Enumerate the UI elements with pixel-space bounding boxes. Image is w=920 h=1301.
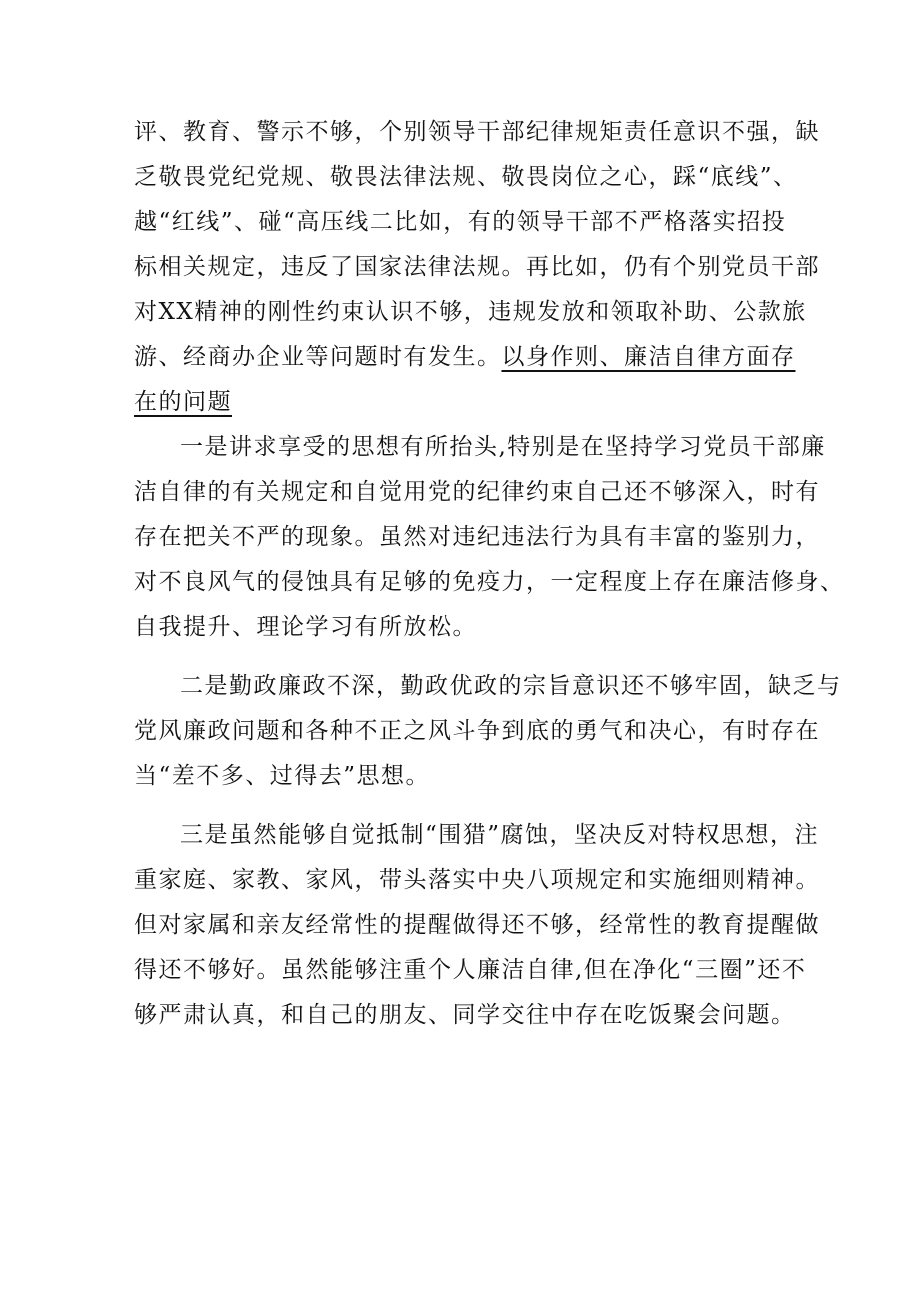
text-line [134,335,794,380]
paragraph-1-line: 存在把关不严的现象。虽然对违纪违法行为具有丰富的鉴别力， [134,524,820,550]
text-line: 对XX精神的刚性约束认识不够，违规发放和领取补助、公款旅 [134,299,807,325]
document-body [134,110,845,1038]
paragraph-1-line: 自我提升、理论学习有所放松。 [134,614,477,640]
paragraph-2-line: 党风廉政问题和各种不正之风斗争到底的勇气和决心，有时存在 [134,718,820,744]
paragraph-gap [134,650,794,664]
text-line: 标相关规定，违反了国家法律法规。再比如，仍有个别党员干部 [134,254,820,280]
paragraph-3-line: 但对家属和亲友经常性的提醒做得还不够，经常性的教育提醒做 [134,912,820,938]
text-line [134,380,794,425]
section-heading-continued: 在的问题 [134,389,232,415]
paragraph-3-line: 得还不够好。虽然能够注重个人廉洁自律,但在净化“三圈”还不 [134,957,807,983]
paragraph-3-line: 重家庭、家教、家风，带头落实中央八项规定和实施细则精神。 [134,867,820,893]
paragraph-1-line: 对不良风气的侵蚀具有足够的免疫力，一定程度上存在廉洁修身、 [134,569,845,595]
paragraph-1-line: 洁自律的有关规定和自觉用党的纪律约束自己还不够深入，时有 [134,479,820,505]
text-line: 越“红线”、碰“高压线二比如，有的领导干部不严格落实招投 [134,209,787,235]
paragraph-gap [134,799,794,813]
text-line: 乏敬畏党纪党规、敬畏法律法规、敬畏岗位之心，踩“底线”、 [134,164,798,190]
paragraph-2-line: 当“差不多、过得去”思想。 [134,763,431,789]
section-heading: 以身作则、廉洁自律方面存 [501,344,796,370]
text-segment: 游、经商办企业等问题时有发生。 [134,344,502,370]
paragraph-2-line: 二是勤政廉政不深，勤政优政的宗旨意识还不够牢固，缺乏与 [180,673,842,699]
text-line: 评、教育、警示不够，个别领导干部纪律规矩责任意识不强，缺 [134,119,820,145]
paragraph-3-line: 三是虽然能够自觉抵制“围猎”腐蚀，坚决反对特权思想，注 [180,822,820,848]
paragraph-3-line: 够严肃认真，和自己的朋友、同学交往中存在吃饭聚会问题。 [134,1002,796,1028]
paragraph-1-line: 一是讲求享受的思想有所抬头,特别是在坚持学习党员干部廉 [180,434,826,460]
